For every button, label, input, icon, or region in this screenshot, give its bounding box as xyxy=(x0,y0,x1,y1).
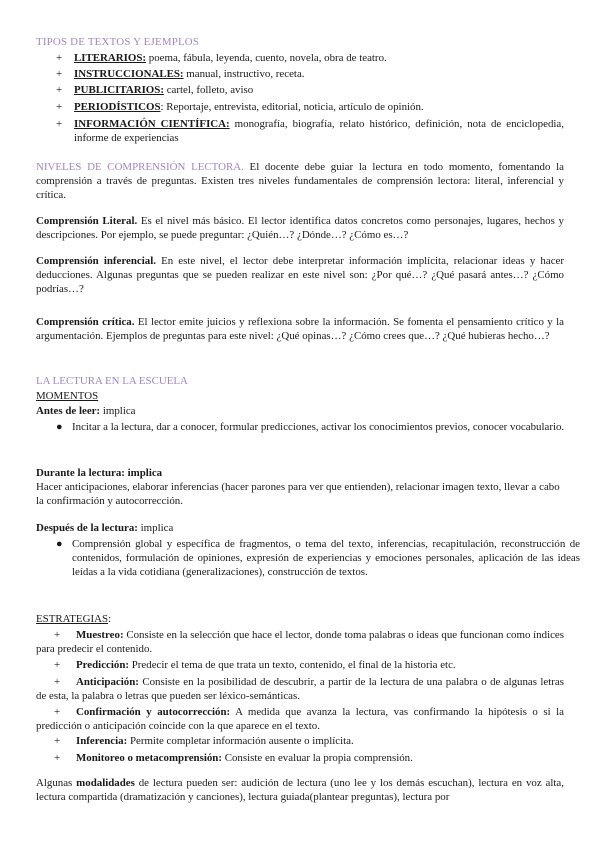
critica-label: Comprensión crítica. xyxy=(36,316,135,328)
despues-bullet-text: Comprensión global y específica de fragmentos, o tema del texto, inferencias, recapitulación, reconstrucción de contenidos, formulación de opiniones, expresión de experiencias y emociones personales, aplicación de las ideas leídas a la vida cotidiana (generalizaciones), construcción de textos. xyxy=(72,538,580,579)
niveles-heading: NIVELES DE COMPRENSIÓN LECTORA. xyxy=(36,161,244,173)
list-item xyxy=(56,117,564,145)
strategy-label: Anticipación: xyxy=(76,675,139,688)
despues-text: implica xyxy=(137,522,174,534)
despues-label: Después de la lectura: xyxy=(36,522,138,534)
durante-label: Durante la lectura: implica xyxy=(36,467,163,479)
despues-bullet xyxy=(56,537,580,580)
modalidades-text: de lectura pueden ser: audición de lectura (uno lee y los demás escuchan), lectura en voz alta, lectura compartida (dramatización y canciones), lectura guiada(plantear preguntas), lectura por xyxy=(36,777,564,804)
strategy-label: Inferencia: xyxy=(76,735,128,748)
strategy-text: Consiste en la posibilidad de descubrir, a partir de la lectura de una palabra o de algunas letras de esta, la palabra o letras que pueden ser léxico-semánticas. xyxy=(36,675,564,702)
antes-bullet xyxy=(56,420,580,434)
niveles-intro: El docente debe guiar la lectura en todo momento, fomentando la comprensión a través de preguntas. Existen tres niveles fundamentales de comprensión lectora: literal, inferencial y crítica. xyxy=(36,161,564,202)
inferencial-label: Comprensión inferencial. xyxy=(36,255,156,267)
inferencial-text: En este nivel, el lector debe interpretar información implícita, relacionar ideas y hacer deducciones. Algunas preguntas que se pueden realizar en este nivel son: ¿Por qué…? ¿Qué pasará antes…? ¿Cómo podrías…? xyxy=(36,255,564,296)
strategy-label: Muestreo: xyxy=(76,629,124,641)
critica-text: El lector emite juicios y reflexiona sobre la información. Se fomenta el pensamiento crítico y la argumentación. Ejemplos de preguntas para este nivel: ¿Qué opinas…? ¿Cómo crees que…? ¿Qué hubieras hecho…? xyxy=(36,316,565,343)
bullet-marker: ● xyxy=(56,421,63,433)
antes-line xyxy=(36,404,136,418)
item-label: INSTRUCCIONALES: xyxy=(74,68,184,81)
item-label: INFORMACIÓN CIENTÍFICA: xyxy=(74,117,230,130)
antes-label: Antes de leer: xyxy=(36,405,101,417)
tipos-list xyxy=(56,51,564,145)
list-item xyxy=(56,67,564,81)
strategy-text: A medida que avanza la lectura, vas confirmando la hipótesis o si la predicción o anticipación coincide con la que aparece en el texto. xyxy=(36,706,564,733)
bullet-marker: ● xyxy=(56,538,63,550)
list-item xyxy=(36,705,564,733)
item-text: monografía, biografía, relato histórico, definición, nota de enciclopedia, informe de experiencias xyxy=(74,117,564,145)
item-text: manual, instructivo, receta. xyxy=(183,68,305,81)
strategy-text: Consiste en evaluar la propia comprensión. xyxy=(222,751,413,764)
plus-marker: + xyxy=(56,84,63,97)
momentos-heading: MOMENTOS xyxy=(36,390,99,402)
estrategias-colon: : xyxy=(108,613,112,625)
tipos-heading: TIPOS DE TEXTOS Y EJEMPLOS xyxy=(36,36,200,48)
literal-paragraph xyxy=(36,214,564,242)
estrategias-list xyxy=(36,628,564,765)
item-label: LITERARIOS: xyxy=(74,52,147,64)
strategy-label: Monitoreo o metacomprensión: xyxy=(76,751,222,764)
plus-marker: + xyxy=(56,100,63,113)
plus-marker: + xyxy=(54,706,61,719)
estrategias-label: ESTRATEGIAS xyxy=(36,613,109,625)
escuela-heading: LA LECTURA EN LA ESCUELA xyxy=(36,375,188,387)
item-text: poema, fábula, leyenda, cuento, novela, obra de teatro. xyxy=(146,52,387,64)
antes-bullet-text: Incitar a la lectura, dar a conocer, formular predicciones, activar los conocimientos previos, conocer vocabulario. xyxy=(72,421,565,433)
strategy-text: Predecir el tema de que trata un texto, contenido, el final de la historia etc. xyxy=(129,659,456,672)
strategy-text: Permite completar información ausente o implícita. xyxy=(127,735,354,748)
strategy-text: Consiste en la selección que hace el lector, donde toma palabras o ideas que funcionan como índices para predecir el contenido. xyxy=(36,629,564,656)
modalidades-label: modalidades xyxy=(76,777,135,789)
despues-line xyxy=(36,521,173,535)
strategy-label: Predicción: xyxy=(76,659,130,672)
item-label: PUBLICITARIOS: xyxy=(74,84,164,97)
plus-marker: + xyxy=(54,735,61,748)
inferencial-paragraph xyxy=(36,254,564,297)
durante-line xyxy=(36,466,162,480)
item-text: cartel, folleto, aviso xyxy=(163,84,254,97)
list-item xyxy=(56,83,564,97)
plus-marker: + xyxy=(54,659,61,672)
plus-marker: + xyxy=(54,675,61,688)
modalidades-paragraph xyxy=(36,776,564,804)
list-item xyxy=(36,658,564,672)
list-item xyxy=(36,675,564,703)
antes-text: implica xyxy=(100,405,136,417)
item-label: PERIODÍSTICOS xyxy=(74,100,161,113)
list-item xyxy=(56,100,564,114)
list-item xyxy=(36,628,564,656)
plus-marker: + xyxy=(56,52,63,64)
plus-marker: + xyxy=(54,629,61,641)
list-item xyxy=(36,734,564,748)
strategy-label: Confirmación y autocorrección: xyxy=(76,706,231,719)
plus-marker: + xyxy=(54,751,61,764)
literal-label: Comprensión Literal. xyxy=(36,215,138,227)
critica-paragraph xyxy=(36,315,564,343)
plus-marker: + xyxy=(56,117,63,130)
durante-paragraph: Hacer anticipaciones, elaborar inferencias (hacer parones para ver que entienden), relacionar imagen texto, llevar a cabo la confirmación y autocorrección. xyxy=(36,481,560,508)
list-item xyxy=(56,51,564,65)
list-item xyxy=(36,751,564,765)
estrategias-heading xyxy=(36,612,111,626)
item-text: : Reportaje, entrevista, editorial, noticia, artículo de opinión. xyxy=(160,100,424,113)
niveles-paragraph xyxy=(36,160,564,203)
plus-marker: + xyxy=(56,68,63,81)
modalidades-pre: Algunas xyxy=(36,777,77,789)
literal-text: Es el nivel más básico. El lector identifica datos concretos como personajes, lugares, hechos y descripciones. Por ejemplo, se puede preguntar: ¿Quién…? ¿Dónde…? ¿Cómo es…? xyxy=(36,215,564,242)
